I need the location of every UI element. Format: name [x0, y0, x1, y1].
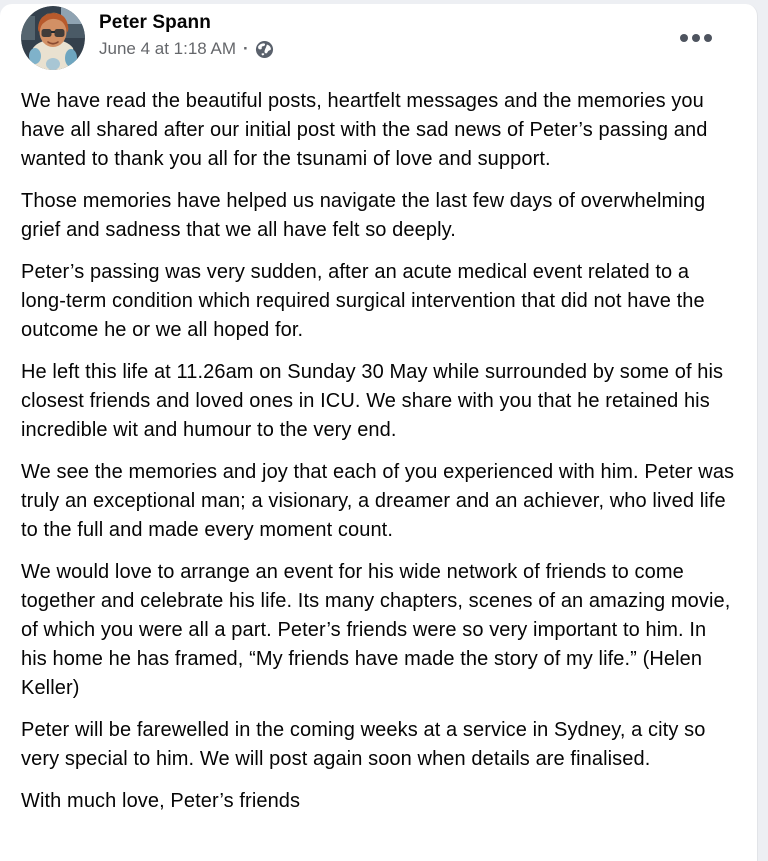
globe-icon	[255, 40, 274, 59]
avatar-image	[21, 6, 85, 70]
post-paragraph: Peter’s passing was very sudden, after an acute medical event related to a long-term condition which required surgical intervention that did not have the outcome he or we all hoped for.	[21, 261, 705, 341]
post-timestamp[interactable]: June 4 at 1:18 AM	[99, 39, 237, 58]
post-paragraph: With much love, Peter’s friends	[21, 790, 301, 812]
post-menu-button[interactable]	[676, 28, 716, 48]
post-header	[21, 6, 736, 70]
post-paragraph: Those memories have helped us navigate the last few days of overwhelming grief and sadness that we all have felt so deeply.	[21, 190, 706, 241]
post-paragraph: He left this life at 11.26am on Sunday 30 May while surrounded by some of his closest friends and loved ones in ICU. We share with you that he retained his incredible wit and humour to the very end.	[21, 361, 724, 441]
ellipsis-icon	[680, 34, 712, 42]
post-paragraph: We would love to arrange an event for his wide network of friends to come together and celebrate his life. Its many chapters, scenes of an amazing movie, of which you were all a part. Peter’s friends were so very important to him. In his home he has framed, “My friends have made the story of my life.” (Helen Keller)	[21, 561, 731, 699]
post	[0, 4, 757, 816]
post-body	[21, 87, 736, 816]
author-name[interactable]: Peter Spann	[99, 12, 211, 33]
meta-separator: ·	[243, 39, 249, 58]
post-meta	[99, 38, 274, 60]
avatar[interactable]	[21, 6, 85, 70]
post-card	[0, 4, 758, 861]
post-header-text	[99, 6, 274, 60]
post-paragraph: We have read the beautiful posts, heartfelt messages and the memories you have all shared after our initial post with the sad news of Peter’s passing and wanted to thank you all for the tsunami of love and support.	[21, 90, 708, 170]
post-paragraph: Peter will be farewelled in the coming weeks at a service in Sydney, a city so very special to him. We will post again soon when details are finalised.	[21, 719, 706, 770]
post-paragraph: We see the memories and joy that each of you experienced with him. Peter was truly an exceptional man; a visionary, a dreamer and an achiever, who lived life to the full and made every moment count.	[21, 461, 735, 541]
